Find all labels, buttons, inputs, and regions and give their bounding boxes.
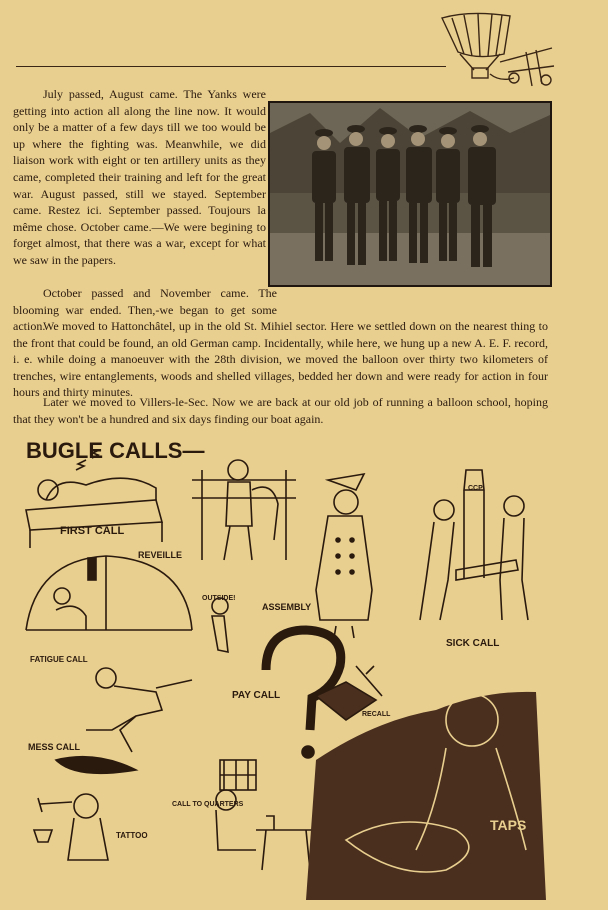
paragraph-2: October passed and November came. The blooming war ended. Then,-we began to get some action. [13, 286, 277, 334]
taps-panel [306, 692, 546, 900]
paragraph-4: Later we moved to Villers-le-Sec. Now we are back at our old job of running a balloon school, hoping that they won't be a hundred and six days finding our boat again. [13, 395, 548, 426]
assembly-label: ASSEMBLY [262, 602, 312, 612]
sign-label: CCP [468, 485, 483, 492]
fatigue-call-label: FATIGUE CALL [30, 655, 88, 664]
bugle-calls-cartoon [16, 430, 556, 905]
tattoo-label: TATTOO [116, 831, 148, 840]
first-call-label: FIRST CALL [60, 525, 125, 537]
recall-label: RECALL [362, 711, 391, 718]
mess-call-label: MESS CALL [28, 742, 81, 752]
paragraph-1: July passed, August came. The Yanks were getting into action all along the line now. It would only be a matter of a few days till we too would be up where the fighting was. Meanwhile, we did liaison work with eight or ten artillery units as they came, completed their training and left for the great war. August passed, still we stayed. September came. Restez ici. September passed. Toujours la même chose. October came.—We were begining to forget almost, that there was a war, except for what we saw in the papers. [13, 87, 266, 267]
pay-call-label: PAY CALL [232, 690, 281, 701]
outside-label: OUTSIDE! [202, 595, 236, 602]
cartoon-title: BUGLE CALLS— [26, 438, 205, 463]
header-rule [16, 66, 446, 67]
call-to-quarters-label: CALL TO QUARTERS [172, 801, 244, 808]
balloon-illustration [430, 8, 560, 96]
taps-label: TAPS [490, 817, 527, 833]
sick-call-label: SICK CALL [446, 638, 500, 649]
soldiers-photograph [268, 101, 552, 287]
reveille-label: REVEILLE [138, 550, 183, 560]
paragraph-3: We moved to Hattonchâtel, up in the old St. Mihiel sector. Here we settled down on the nearest thing to the front that could be found, an old German camp. Incidentally, while here, we hung up a new A. E. F. record, i. e. while doing a manoeuver with the 28th division, we moved the balloon over thirty two kilometers of trenches, wire entanglements, woods and shelled villages, bedded her down and were ready for action in four hours and thirty minutes. [13, 319, 548, 400]
